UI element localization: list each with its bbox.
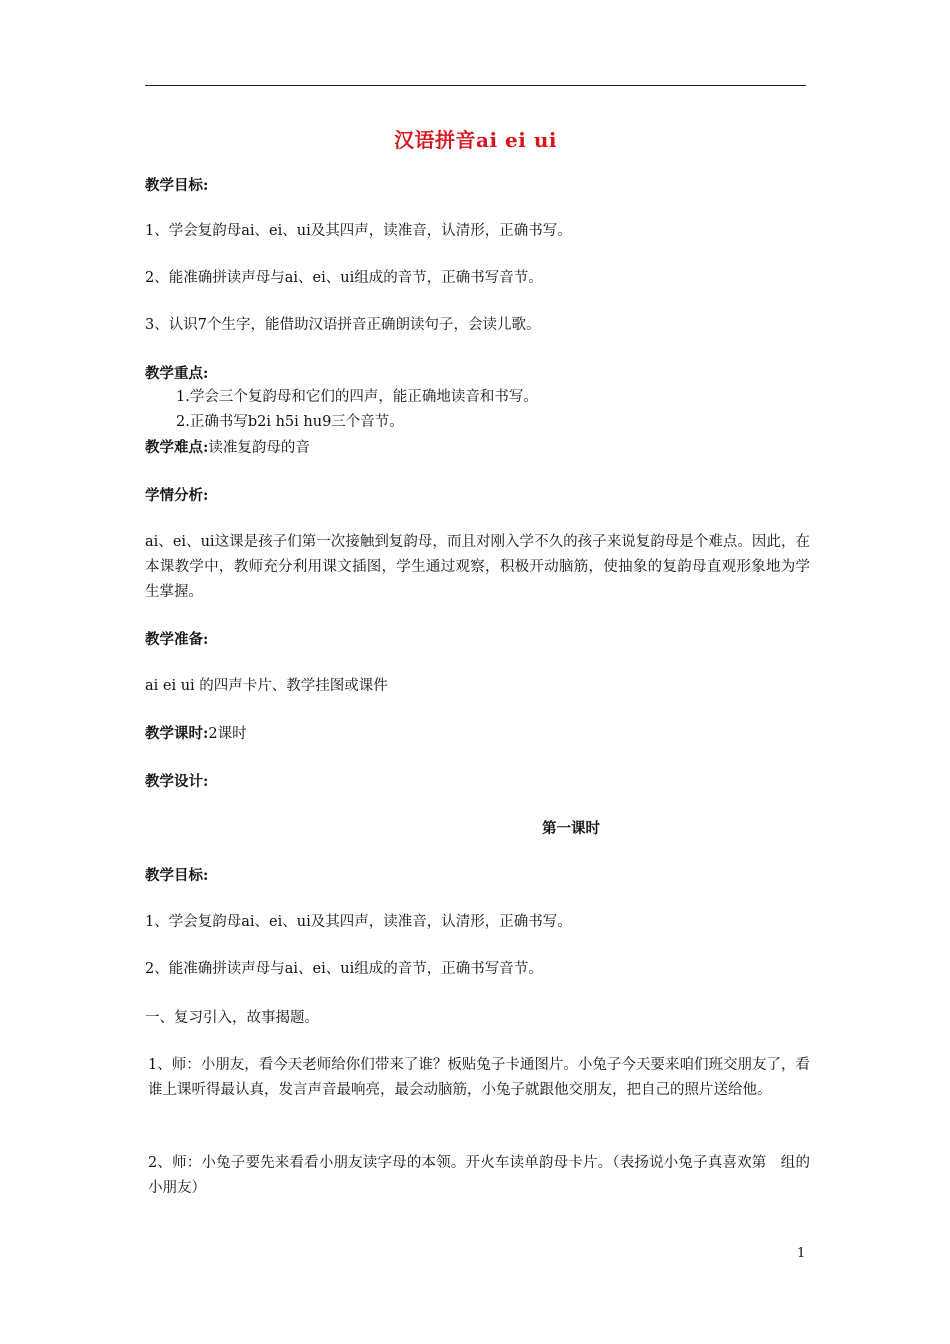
- lesson-objective-item: 2、能准确拼读声母与ai、ei、ui组成的音节，正确书写音节。: [145, 961, 543, 977]
- lesson-objective-item: 1、学会复韵母ai、ei、ui及其四声，读准音，认清形，正确书写。: [145, 914, 572, 930]
- step1-heading: 一、复习引入，故事揭题。: [145, 1010, 319, 1026]
- design-heading: 教学设计:: [145, 773, 209, 790]
- objective-item: 2、能准确拼读声母与ai、ei、ui组成的音节，正确书写音节。: [145, 270, 543, 286]
- hours-value: 2课时: [208, 726, 247, 742]
- page-title: 汉语拼音ai ei ui: [394, 128, 557, 152]
- prep-heading: 教学准备:: [145, 631, 209, 648]
- objectives-heading: 教学目标:: [145, 177, 209, 194]
- analysis-paragraph: ai、ei、ui这课是孩子们第一次接触到复韵母，而且对刚入学不久的孩子来说复韵母是个难点。因此，在本课教学中，教师充分利用课文插图，学生通过观察，积极开动脑筋，使抽象的复韵母直观形象地为学生掌握。: [145, 534, 810, 600]
- step1-paragraph: 1、师：小朋友，看今天老师给你们带来了谁？板贴兔子卡通图片。小兔子今天要来咱们班交朋友了，看谁上课听得最认真，发言声音最响亮，最会动脑筋，小兔子就跟他交朋友，把自己的照片送给他。: [148, 1057, 810, 1098]
- hours-line: [145, 721, 810, 747]
- keypoint-item: 1.学会三个复韵母和它们的四声，能正确地读音和书写。: [176, 389, 538, 405]
- keypoint-item: 2.正确书写b2i h5i hu9三个音节。: [176, 414, 404, 430]
- hours-label: 教学课时:: [145, 725, 209, 742]
- difficulty-line: [145, 435, 810, 461]
- lesson-objectives-heading: 教学目标:: [145, 867, 209, 884]
- keypoints-heading: 教学重点:: [145, 365, 209, 382]
- objective-item: 3、认识7个生字，能借助汉语拼音正确朗读句子，会读儿歌。: [145, 317, 541, 333]
- difficulty-label: 教学难点:: [145, 439, 209, 456]
- difficulty-value: 读准复韵母的音: [208, 440, 310, 456]
- step1-paragraph: 2、师：小兔子要先来看看小朋友读字母的本领。开火车读单韵母卡片。（表扬说小兔子真喜欢第 组的小朋友）: [148, 1155, 810, 1196]
- header-rule: [145, 85, 806, 86]
- objective-item: 1、学会复韵母ai、ei、ui及其四声，读准音，认清形，正确书写。: [145, 223, 572, 239]
- lesson-heading: 第一课时: [542, 820, 600, 837]
- analysis-heading: 学情分析:: [145, 487, 209, 504]
- page-number: 1: [797, 1246, 806, 1261]
- prep-text: ai ei ui 的四声卡片、教学挂图或课件: [145, 678, 388, 694]
